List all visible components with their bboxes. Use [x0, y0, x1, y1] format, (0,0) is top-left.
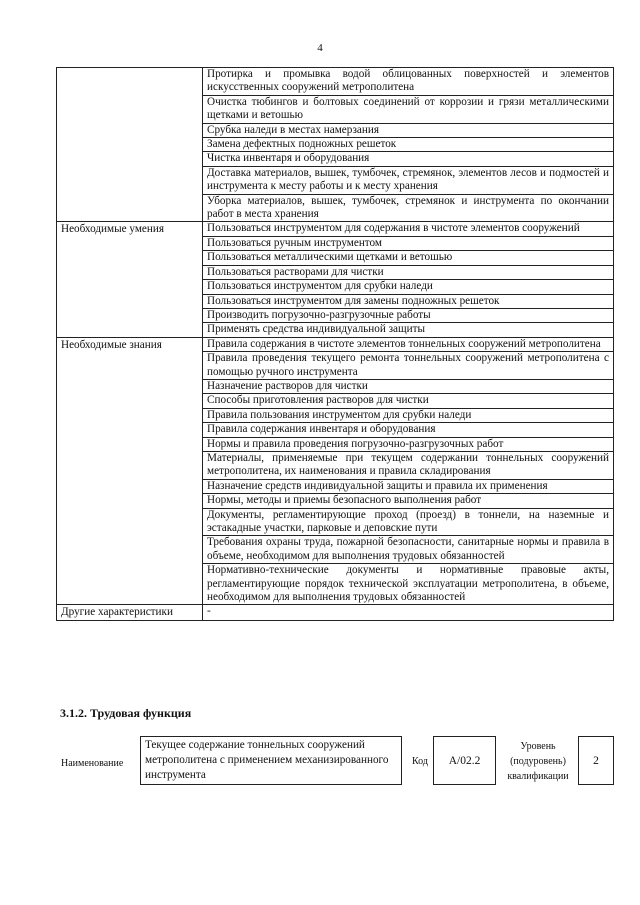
table-row [57, 337, 614, 351]
table-row [57, 68, 614, 96]
row-item: Применять средства индивидуальной защиты [203, 323, 614, 337]
qualification-level-value: 2 [578, 736, 614, 785]
row-item: Производить погрузочно-разгрузочные работы [203, 308, 614, 322]
name-label: Наименование [61, 758, 124, 769]
row-label: Другие характеристики [57, 605, 203, 620]
row-item: Правила содержания инвентаря и оборудования [203, 423, 614, 437]
row-item: Очистка тюбингов и болтовых соединений от коррозии и грязи металлическими щетками и ветошью [203, 95, 614, 123]
row-item: Правила содержания в чистоте элементов тоннельных сооружений метрополитена [203, 337, 614, 351]
row-item: Пользоваться инструментом для срубки наледи [203, 280, 614, 294]
row-item: Документы, регламентирующие проход (проезд) в тоннели, на наземные и эстакадные участки, парковые и деповские пути [203, 508, 614, 536]
table-row [57, 222, 614, 236]
row-item: Пользоваться ручным инструментом [203, 236, 614, 250]
row-item: Нормативно-технические документы и нормативные правовые акты, регламентирующие порядок технической эксплуатации метрополитена, в объеме, необходимом для выполнения трудовых обязанностей [203, 564, 614, 605]
row-item: Правила проведения текущего ремонта тоннельных сооружений метрополитена с помощью ручного инструмента [203, 352, 614, 380]
row-item: Чистка инвентаря и оборудования [203, 152, 614, 166]
row-item: Протирка и промывка водой облицованных поверхностей и элементов искусственных сооружений метрополитена [203, 68, 614, 96]
row-item: Материалы, применяемые при текущем содержании тоннельных сооружений метрополитена, их наименования и правила складирования [203, 451, 614, 479]
table-row [57, 605, 614, 620]
code-label: Код [412, 756, 428, 767]
code-value: A/02.2 [433, 736, 496, 785]
row-item: Доставка материалов, вышек, тумбочек, стремянок, элементов лесов и подмостей и инструмента к месту работы и к месту хранения [203, 166, 614, 194]
labor-function-table [56, 67, 614, 621]
row-item: Пользоваться металлическими щетками и ветошью [203, 251, 614, 265]
name-value: Текущее содержание тоннельных сооружений метрополитена с применением механизированного инструмента [140, 736, 402, 785]
row-item: Нормы и правила проведения погрузочно-разгрузочных работ [203, 437, 614, 451]
row-item: Нормы, методы и приемы безопасного выполнения работ [203, 494, 614, 508]
row-item: - [203, 605, 614, 620]
row-label: Необходимые знания [57, 337, 203, 605]
row-item: Назначение растворов для чистки [203, 379, 614, 393]
row-item: Пользоваться инструментом для содержания в чистоте элементов сооружений [203, 222, 614, 236]
section-heading: 3.1.2. Трудовая функция [60, 706, 192, 720]
qualification-level-label: Уровень (подуровень) квалификации [507, 741, 569, 782]
row-item: Требования охраны труда, пожарной безопасности, санитарные нормы и правила в объеме, необходимом для выполнения трудовых обязанностей [203, 536, 614, 564]
row-item: Пользоваться растворами для чистки [203, 265, 614, 279]
row-label: Необходимые умения [57, 222, 203, 337]
row-item: Срубка наледи в местах намерзания [203, 123, 614, 137]
row-item: Замена дефектных подножных решеток [203, 138, 614, 152]
labor-function-header [56, 736, 614, 796]
row-item: Правила пользования инструментом для срубки наледи [203, 408, 614, 422]
row-item: Способы приготовления растворов для чистки [203, 394, 614, 408]
row-item: Уборка материалов, вышек, тумбочек, стремянок и инструмента по окончании работ в места хранения [203, 194, 614, 222]
row-item: Пользоваться инструментом для замены подножных решеток [203, 294, 614, 308]
row-label [57, 68, 203, 222]
page-number: 4 [317, 42, 323, 54]
row-item: Назначение средств индивидуальной защиты и правила их применения [203, 479, 614, 493]
